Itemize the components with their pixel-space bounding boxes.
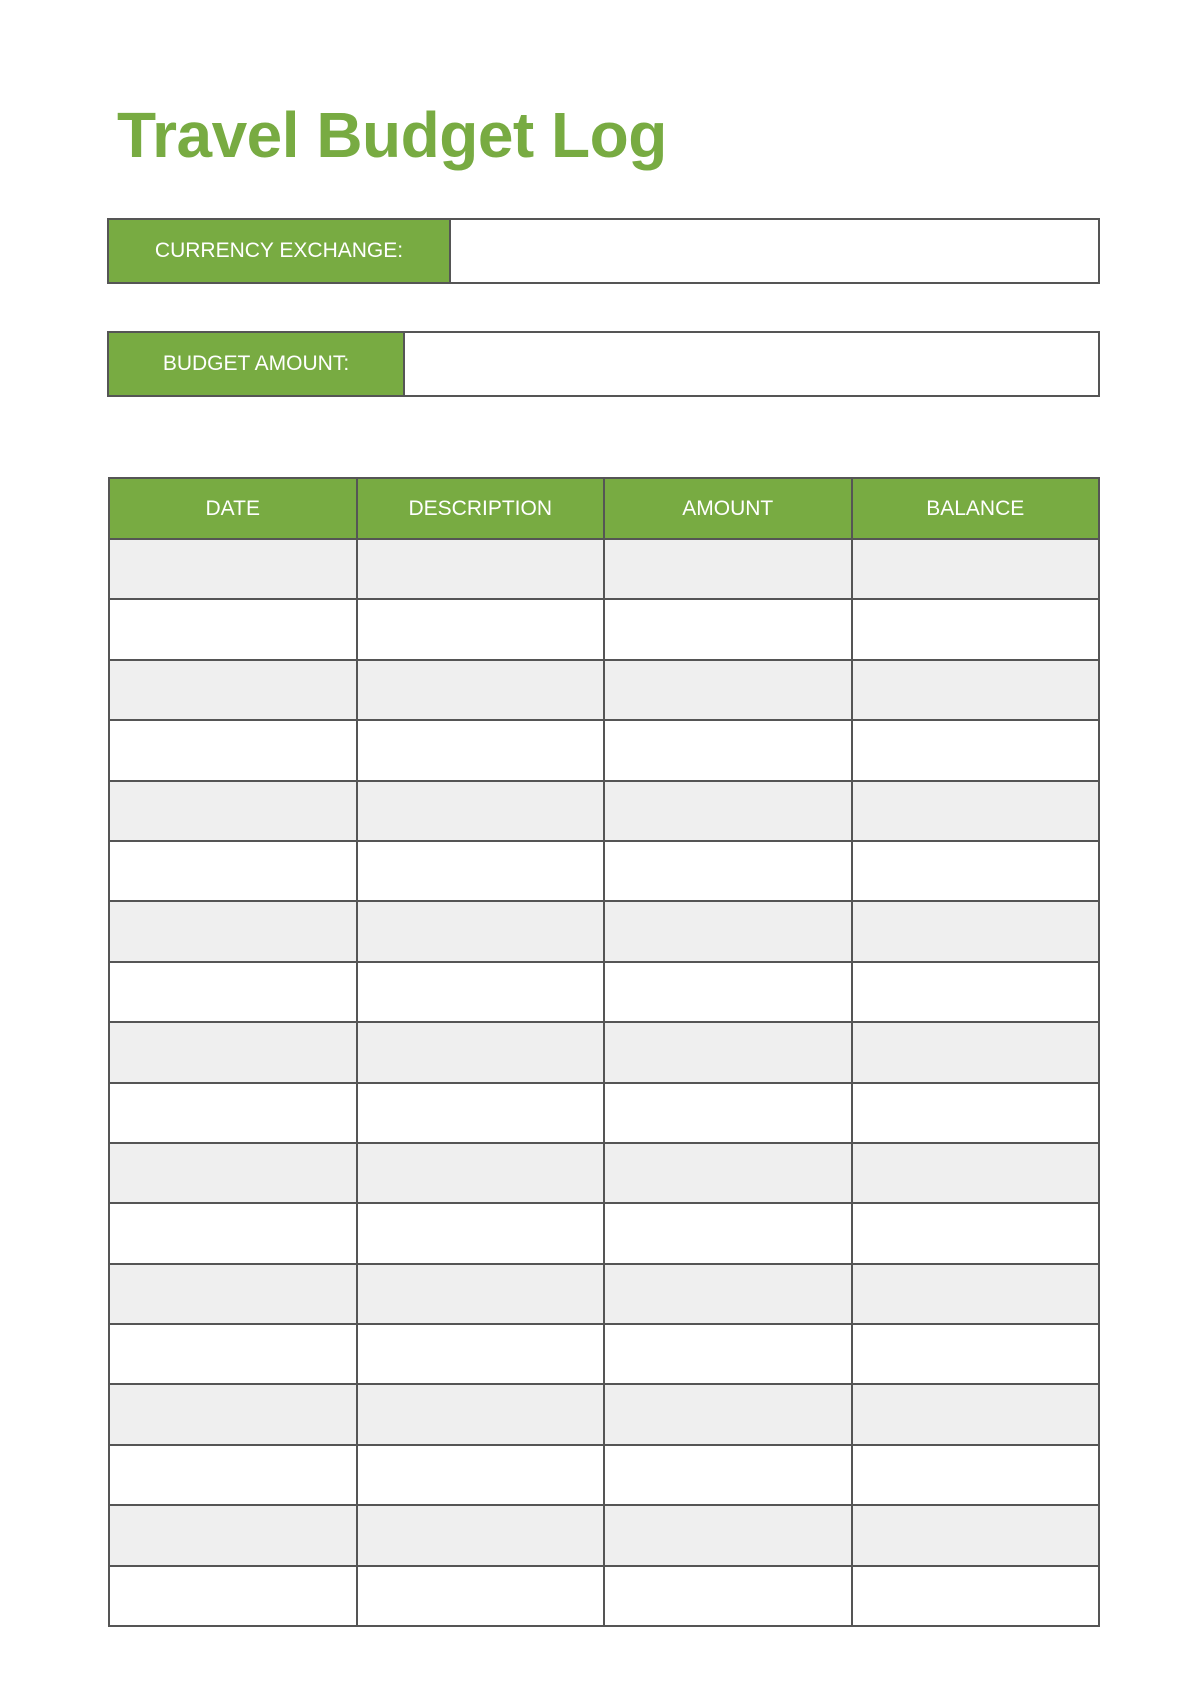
- cell-amount[interactable]: [604, 660, 852, 720]
- cell-date[interactable]: [109, 1445, 357, 1505]
- cell-description[interactable]: [357, 1083, 605, 1143]
- table-row: [109, 539, 1099, 599]
- column-header-amount: AMOUNT: [604, 478, 852, 539]
- page-title: Travel Budget Log: [117, 99, 667, 171]
- budget-amount-label: BUDGET AMOUNT:: [109, 333, 405, 395]
- cell-balance[interactable]: [852, 962, 1100, 1022]
- cell-amount[interactable]: [604, 1505, 852, 1565]
- cell-description[interactable]: [357, 1384, 605, 1444]
- cell-description[interactable]: [357, 1324, 605, 1384]
- cell-amount[interactable]: [604, 1384, 852, 1444]
- cell-date[interactable]: [109, 1264, 357, 1324]
- cell-date[interactable]: [109, 1566, 357, 1626]
- cell-balance[interactable]: [852, 781, 1100, 841]
- table-row: [109, 1566, 1099, 1626]
- currency-exchange-input[interactable]: [451, 220, 1098, 282]
- table-row: [109, 841, 1099, 901]
- cell-date[interactable]: [109, 539, 357, 599]
- cell-balance[interactable]: [852, 1143, 1100, 1203]
- table-row: [109, 720, 1099, 780]
- cell-amount[interactable]: [604, 1203, 852, 1263]
- table-row: [109, 1022, 1099, 1082]
- cell-amount[interactable]: [604, 1264, 852, 1324]
- table-row: [109, 1445, 1099, 1505]
- cell-description[interactable]: [357, 1445, 605, 1505]
- column-header-date: DATE: [109, 478, 357, 539]
- column-header-description: DESCRIPTION: [357, 478, 605, 539]
- cell-balance[interactable]: [852, 1445, 1100, 1505]
- cell-description[interactable]: [357, 1566, 605, 1626]
- cell-description[interactable]: [357, 781, 605, 841]
- cell-balance[interactable]: [852, 1505, 1100, 1565]
- cell-date[interactable]: [109, 720, 357, 780]
- table-row: [109, 781, 1099, 841]
- cell-balance[interactable]: [852, 539, 1100, 599]
- table-row: [109, 660, 1099, 720]
- cell-balance[interactable]: [852, 660, 1100, 720]
- cell-balance[interactable]: [852, 1384, 1100, 1444]
- table-row: [109, 599, 1099, 659]
- cell-amount[interactable]: [604, 1143, 852, 1203]
- cell-balance[interactable]: [852, 1324, 1100, 1384]
- cell-amount[interactable]: [604, 841, 852, 901]
- cell-description[interactable]: [357, 720, 605, 780]
- table-row: [109, 1083, 1099, 1143]
- cell-date[interactable]: [109, 841, 357, 901]
- cell-amount[interactable]: [604, 901, 852, 961]
- cell-amount[interactable]: [604, 781, 852, 841]
- table-row: [109, 1264, 1099, 1324]
- cell-balance[interactable]: [852, 901, 1100, 961]
- cell-date[interactable]: [109, 962, 357, 1022]
- cell-amount[interactable]: [604, 1445, 852, 1505]
- budget-amount-input[interactable]: [405, 333, 1098, 395]
- cell-date[interactable]: [109, 781, 357, 841]
- cell-date[interactable]: [109, 1083, 357, 1143]
- cell-description[interactable]: [357, 660, 605, 720]
- table-row: [109, 1203, 1099, 1263]
- column-header-balance: BALANCE: [852, 478, 1100, 539]
- cell-description[interactable]: [357, 1143, 605, 1203]
- cell-description[interactable]: [357, 841, 605, 901]
- cell-amount[interactable]: [604, 720, 852, 780]
- currency-exchange-label: CURRENCY EXCHANGE:: [109, 220, 451, 282]
- cell-amount[interactable]: [604, 1324, 852, 1384]
- cell-balance[interactable]: [852, 599, 1100, 659]
- cell-balance[interactable]: [852, 1203, 1100, 1263]
- cell-description[interactable]: [357, 599, 605, 659]
- cell-amount[interactable]: [604, 1022, 852, 1082]
- cell-date[interactable]: [109, 1505, 357, 1565]
- cell-date[interactable]: [109, 1022, 357, 1082]
- cell-date[interactable]: [109, 1203, 357, 1263]
- cell-balance[interactable]: [852, 1022, 1100, 1082]
- cell-amount[interactable]: [604, 962, 852, 1022]
- table-row: [109, 1384, 1099, 1444]
- cell-date[interactable]: [109, 599, 357, 659]
- cell-description[interactable]: [357, 539, 605, 599]
- cell-description[interactable]: [357, 1203, 605, 1263]
- cell-description[interactable]: [357, 901, 605, 961]
- cell-balance[interactable]: [852, 720, 1100, 780]
- cell-balance[interactable]: [852, 1083, 1100, 1143]
- currency-exchange-field: [107, 218, 1100, 284]
- budget-log-table: [108, 477, 1100, 1627]
- table-row: [109, 901, 1099, 961]
- cell-date[interactable]: [109, 1143, 357, 1203]
- table-header: [109, 478, 1099, 539]
- cell-amount[interactable]: [604, 1083, 852, 1143]
- cell-balance[interactable]: [852, 1264, 1100, 1324]
- cell-balance[interactable]: [852, 1566, 1100, 1626]
- cell-amount[interactable]: [604, 539, 852, 599]
- table-row: [109, 1143, 1099, 1203]
- cell-description[interactable]: [357, 962, 605, 1022]
- cell-date[interactable]: [109, 1384, 357, 1444]
- cell-description[interactable]: [357, 1022, 605, 1082]
- cell-date[interactable]: [109, 660, 357, 720]
- cell-balance[interactable]: [852, 841, 1100, 901]
- cell-amount[interactable]: [604, 599, 852, 659]
- table-row: [109, 1324, 1099, 1384]
- cell-description[interactable]: [357, 1505, 605, 1565]
- budget-amount-field: [107, 331, 1100, 397]
- cell-amount[interactable]: [604, 1566, 852, 1626]
- cell-description[interactable]: [357, 1264, 605, 1324]
- cell-date[interactable]: [109, 1324, 357, 1384]
- table-row: [109, 962, 1099, 1022]
- table-row: [109, 1505, 1099, 1565]
- cell-date[interactable]: [109, 901, 357, 961]
